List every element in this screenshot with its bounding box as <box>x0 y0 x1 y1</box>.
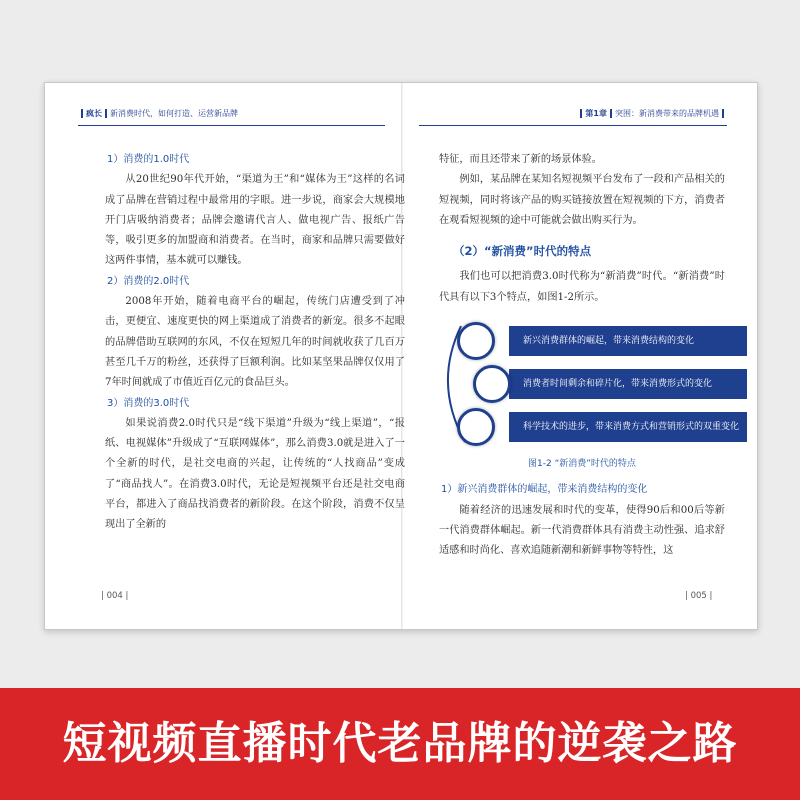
paragraph-3-0: 如果说消费2.0时代只是“线下渠道”升级为“线上渠道”，“报纸、电视媒体”升级成了“互联网媒体”，那么消费3.0就是进入了一个全新的时代，是社交电商的兴起，让传统的“人找商品”变成了“商品找人”。在消费3.0时代，无论是短视频平台还是社交电商平台，都进入了商品找消费者的新阶段。在这个阶段，消费不仅呈现出了全新的 <box>105 417 405 531</box>
header-bar-mark <box>105 109 107 118</box>
open-book <box>44 82 758 630</box>
subheading-new-consumer-group: 1）新兴消费群体的崛起，带来消费结构的变化 <box>441 484 648 496</box>
header-bar-mark <box>81 109 83 118</box>
left-page-number: | 004 | <box>101 591 129 601</box>
section-heading-2-0: 2）消费的2.0时代 <box>107 275 190 287</box>
right-header-title: 突围：新消费带来的品牌机遇 <box>615 109 719 118</box>
figure-bullet-circle <box>457 322 495 360</box>
figure-caption: 图1-2 “新消费”时代的特点 <box>528 459 636 470</box>
header-bar-mark <box>610 109 612 118</box>
section-heading-3-0: 3）消费的3.0时代 <box>107 397 190 409</box>
section-heading-1-0: 1）消费的1.0时代 <box>107 154 190 165</box>
header-bar-mark <box>722 109 724 118</box>
header-bar-mark <box>580 109 582 118</box>
left-header-series: 疯长 <box>86 109 102 118</box>
figure-item-1: 新兴消费群体的崛起，带来消费结构的变化 <box>509 326 747 356</box>
figure-item-3: 科学技术的进步，带来消费方式和营销形式的双重变化 <box>509 412 747 442</box>
right-page-number: | 005 | <box>685 591 713 601</box>
left-header-title: 新消费时代，如何打造、运营新品牌 <box>110 109 238 118</box>
final-paragraph: 随着经济的迅速发展和时代的变革，使得90后和00后等新一代消费群体崛起。新一代消费群体具有消费主动性强、追求舒适感和时尚化、喜欢追随新潮和新鲜事物等特性，这 <box>439 504 725 557</box>
right-page-body <box>439 150 740 562</box>
example-paragraph: 例如，某品牌在某知名短视频平台发布了一段和产品相关的短视频，同时将该产品的购买链接放置在短视频的下方，消费者在观看短视频的途中可能就会做出购买行为。 <box>439 174 725 226</box>
intro-paragraph: 我们也可以把消费3.0时代称为“新消费”时代。“新消费”时代具有以下3个特点，如图1-2所示。 <box>439 271 725 303</box>
figure-bullet-circle <box>473 365 511 403</box>
promo-banner: 短视频直播时代老品牌的逆袭之路 <box>0 688 800 800</box>
figure-1-2 <box>439 318 740 450</box>
continuation-paragraph: 特征，而且还带来了新的场景体验。 <box>439 154 602 165</box>
right-running-header <box>419 108 727 126</box>
left-running-header <box>78 108 385 126</box>
figure-item-2: 消费者时间剩余和碎片化，带来消费形式的变化 <box>509 369 747 399</box>
paragraph-2-0: 2008年开始，随着电商平台的崛起，传统门店遭受到了冲击，更便宜、速度更快的网上渠道成了消费者的新宠。很多不起眼的品牌借助互联网的东风，不仅在短短几年的时间就收获了几百万甚至几千万的粉丝，还获得了巨额利润。比如某坚果品牌仅仅用了7年时间就成了市值近百亿元的食品巨头。 <box>105 296 405 389</box>
figure-bullet-circle <box>457 408 495 446</box>
left-page-body <box>105 150 405 536</box>
right-header-chapter: 第1章 <box>585 109 607 118</box>
section-heading-new-consumption: （2）“新消费”时代的特点 <box>453 244 592 259</box>
paragraph-1-0: 从20世纪90年代开始，“渠道为王”和“媒体为王”这样的名词成了品牌在营销过程中最常用的字眼。进一步说，商家会大规模地开门店吸纳消费者；品牌会邀请代言人、做电视广告、报纸广告等，吸引更多的加盟商和消费者。在当时，商家和品牌只需要做好这两件事情，基本就可以赚钱。 <box>105 174 405 267</box>
